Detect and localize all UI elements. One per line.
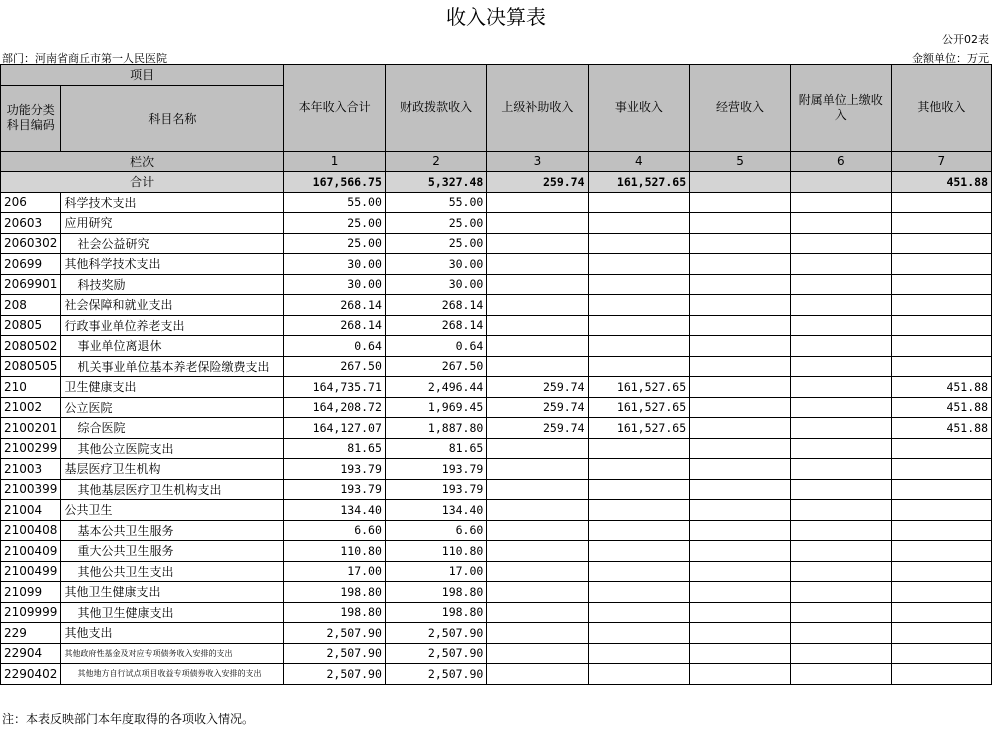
amount-cell: 0.64 [385,336,486,357]
amount-cell: 81.65 [385,438,486,459]
amount-cell: 55.00 [385,192,486,213]
amount-cell: 198.80 [284,582,386,603]
column-number: 1 [284,151,386,172]
amount-cell [690,315,791,336]
column-number-row [1,151,992,172]
amount-cell [487,233,588,254]
total-cell: 167,566.75 [284,172,386,193]
amount-cell [487,561,588,582]
amount-cell [690,336,791,357]
subject-name: 社会保障和就业支出 [61,295,284,316]
amount-cell: 134.40 [385,500,486,521]
subject-code: 2109999 [1,602,61,623]
amount-cell [588,561,690,582]
amount-cell: 25.00 [385,233,486,254]
amount-cell: 2,496.44 [385,377,486,398]
amount-cell [891,254,991,275]
amount-cell [790,459,891,480]
table-row [1,643,992,664]
amount-cell [891,500,991,521]
amount-cell [588,520,690,541]
form-number: 公开02表 [942,33,989,46]
amount-cell [690,520,791,541]
subject-name: 应用研究 [61,213,284,234]
amount-cell: 193.79 [284,479,386,500]
subject-name: 其他科学技术支出 [61,254,284,275]
amount-cell: 268.14 [284,315,386,336]
amount-cell [690,500,791,521]
amount-cell [487,479,588,500]
amount-cell [891,664,991,685]
amount-cell [790,213,891,234]
subject-code: 210 [1,377,61,398]
amount-cell: 110.80 [385,541,486,562]
amount-cell: 134.40 [284,500,386,521]
amount-cell [690,397,791,418]
amount-cell: 2,507.90 [284,623,386,644]
amount-cell [891,438,991,459]
subject-code: 2069901 [1,274,61,295]
amount-cell [891,520,991,541]
amount-cell [487,356,588,377]
total-cell: 259.74 [487,172,588,193]
amount-cell [690,582,791,603]
col-header-1: 本年收入合计 [284,65,386,152]
amount-cell: 267.50 [385,356,486,377]
table-row [1,397,992,418]
amount-cell: 30.00 [284,274,386,295]
amount-cell [790,315,891,336]
table-row [1,602,992,623]
subject-code: 21099 [1,582,61,603]
subject-name: 科学技术支出 [61,192,284,213]
col-header-5: 经营收入 [690,65,791,152]
amount-cell [790,500,891,521]
amount-cell [790,623,891,644]
amount-cell [891,192,991,213]
amount-cell [588,602,690,623]
subject-name: 其他基层医疗卫生机构支出 [61,479,284,500]
amount-cell: 0.64 [284,336,386,357]
amount-cell [487,541,588,562]
amount-cell: 259.74 [487,397,588,418]
amount-cell [891,623,991,644]
amount-cell [891,602,991,623]
amount-cell [588,295,690,316]
table-row [1,561,992,582]
amount-cell: 451.88 [891,418,991,439]
table-row [1,274,992,295]
amount-cell [487,213,588,234]
amount-cell: 1,887.80 [385,418,486,439]
subject-code: 2080502 [1,336,61,357]
table-row [1,377,992,398]
amount-cell [690,459,791,480]
subject-name: 公共卫生 [61,500,284,521]
amount-cell [790,479,891,500]
subject-code: 229 [1,623,61,644]
amount-cell: 164,208.72 [284,397,386,418]
amount-cell: 193.79 [284,459,386,480]
amount-cell [790,233,891,254]
amount-cell [588,582,690,603]
amount-cell [891,582,991,603]
amount-cell: 30.00 [284,254,386,275]
amount-cell [487,336,588,357]
subject-code: 2080505 [1,356,61,377]
amount-cell: 193.79 [385,459,486,480]
amount-cell [588,664,690,685]
table-row [1,418,992,439]
subject-name: 重大公共卫生服务 [61,541,284,562]
amount-cell: 30.00 [385,254,486,275]
amount-unit-label: 金额单位：万元 [912,52,989,65]
amount-cell [588,643,690,664]
subject-code: 20805 [1,315,61,336]
table-row [1,315,992,336]
amount-cell [690,356,791,377]
subject-code: 21004 [1,500,61,521]
amount-cell [790,582,891,603]
subject-code: 206 [1,192,61,213]
amount-cell: 268.14 [385,315,486,336]
amount-cell [588,623,690,644]
amount-cell [588,479,690,500]
subject-code: 2100409 [1,541,61,562]
amount-cell: 55.00 [284,192,386,213]
amount-cell [487,459,588,480]
amount-cell [588,459,690,480]
amount-cell [690,295,791,316]
subject-name: 科技奖励 [61,274,284,295]
table-row [1,295,992,316]
table-row [1,623,992,644]
table-row [1,520,992,541]
amount-cell [690,213,791,234]
amount-cell [487,643,588,664]
total-cell: 161,527.65 [588,172,690,193]
table-row [1,664,992,685]
subject-name: 公立医院 [61,397,284,418]
amount-cell [588,315,690,336]
table-row [1,336,992,357]
amount-cell [487,500,588,521]
subject-name: 社会公益研究 [61,233,284,254]
amount-cell [690,479,791,500]
amount-cell [891,356,991,377]
amount-cell [790,356,891,377]
header-row-1 [1,65,992,86]
amount-cell [790,418,891,439]
amount-cell [588,192,690,213]
amount-cell [891,643,991,664]
col-header-4: 事业收入 [588,65,690,152]
column-number: 7 [891,151,991,172]
subject-code: 2100399 [1,479,61,500]
amount-cell [487,295,588,316]
amount-cell: 6.60 [385,520,486,541]
amount-cell [891,233,991,254]
amount-cell [790,192,891,213]
amount-cell: 25.00 [284,213,386,234]
subject-name: 其他卫生健康支出 [61,602,284,623]
amount-cell: 451.88 [891,377,991,398]
item-header: 项目 [1,65,284,86]
code-header: 功能分类科目编码 [1,85,61,151]
column-number: 4 [588,151,690,172]
subject-code: 21002 [1,397,61,418]
subject-name: 其他支出 [61,623,284,644]
table-row [1,192,992,213]
subject-name: 其他公共卫生支出 [61,561,284,582]
amount-cell [487,274,588,295]
amount-cell [487,315,588,336]
amount-cell: 2,507.90 [385,623,486,644]
amount-cell [588,356,690,377]
col-header-7: 其他收入 [891,65,991,152]
amount-cell: 1,969.45 [385,397,486,418]
amount-cell [690,274,791,295]
amount-cell [487,254,588,275]
amount-cell [588,233,690,254]
amount-cell [690,561,791,582]
amount-cell: 25.00 [284,233,386,254]
subject-code: 20699 [1,254,61,275]
amount-cell [487,192,588,213]
name-header: 科目名称 [61,85,284,151]
subject-code: 2290402 [1,664,61,685]
subject-code: 21003 [1,459,61,480]
amount-cell [891,315,991,336]
subject-name: 卫生健康支出 [61,377,284,398]
amount-cell [690,643,791,664]
amount-cell: 30.00 [385,274,486,295]
amount-cell: 259.74 [487,377,588,398]
amount-cell: 2,507.90 [284,664,386,685]
amount-cell [891,479,991,500]
amount-cell: 268.14 [284,295,386,316]
amount-cell [588,541,690,562]
amount-cell: 2,507.90 [385,664,486,685]
amount-cell [891,295,991,316]
amount-cell [690,623,791,644]
table-row [1,459,992,480]
col-header-6: 附属单位上缴收入 [790,65,891,152]
amount-cell [690,418,791,439]
amount-cell [588,254,690,275]
department-label: 部门：河南省商丘市第一人民医院 [2,52,167,65]
amount-cell [690,602,791,623]
total-cell: 451.88 [891,172,991,193]
subject-name: 其他公立医院支出 [61,438,284,459]
amount-cell [588,274,690,295]
subject-code: 2100201 [1,418,61,439]
amount-cell: 259.74 [487,418,588,439]
amount-cell: 198.80 [385,602,486,623]
subject-code: 2100408 [1,520,61,541]
amount-cell: 268.14 [385,295,486,316]
total-cell [690,172,791,193]
subject-name: 基层医疗卫生机构 [61,459,284,480]
amount-cell [790,397,891,418]
amount-cell: 17.00 [284,561,386,582]
amount-cell [790,664,891,685]
amount-cell: 2,507.90 [385,643,486,664]
subject-name: 行政事业单位养老支出 [61,315,284,336]
subject-name: 其他卫生健康支出 [61,582,284,603]
amount-cell [690,377,791,398]
table-row [1,254,992,275]
amount-cell [790,254,891,275]
amount-cell [891,213,991,234]
amount-cell [790,541,891,562]
amount-cell: 164,735.71 [284,377,386,398]
amount-cell: 161,527.65 [588,397,690,418]
column-number: 2 [385,151,486,172]
amount-cell [790,438,891,459]
table-row [1,541,992,562]
amount-cell: 25.00 [385,213,486,234]
amount-cell [588,438,690,459]
amount-cell [790,274,891,295]
amount-cell [588,213,690,234]
subject-name: 机关事业单位基本养老保险缴费支出 [61,356,284,377]
subject-code: 2060302 [1,233,61,254]
amount-cell: 17.00 [385,561,486,582]
footnote: 注：本表反映部门本年度取得的各项收入情况。 [2,712,255,726]
column-number: 5 [690,151,791,172]
amount-cell [588,500,690,521]
subject-name: 其他地方自行试点项目收益专项债券收入安排的支出 [61,664,284,685]
amount-cell [891,561,991,582]
subject-code: 22904 [1,643,61,664]
amount-cell: 81.65 [284,438,386,459]
amount-cell [690,541,791,562]
amount-cell [891,336,991,357]
amount-cell: 6.60 [284,520,386,541]
table-row [1,438,992,459]
subject-name: 事业单位离退休 [61,336,284,357]
table-row [1,479,992,500]
income-final-accounts-table [0,64,992,685]
amount-cell [487,664,588,685]
report-title: 收入决算表 [446,5,546,29]
subject-code: 208 [1,295,61,316]
subject-code: 20603 [1,213,61,234]
amount-cell [790,561,891,582]
amount-cell [790,377,891,398]
amount-cell [487,623,588,644]
amount-cell: 198.80 [385,582,486,603]
amount-cell: 451.88 [891,397,991,418]
amount-cell: 198.80 [284,602,386,623]
amount-cell [487,582,588,603]
amount-cell [690,254,791,275]
total-cell [790,172,891,193]
total-cell: 5,327.48 [385,172,486,193]
amount-cell [690,664,791,685]
subject-code: 2100499 [1,561,61,582]
amount-cell [891,541,991,562]
table-row [1,213,992,234]
amount-cell: 110.80 [284,541,386,562]
amount-cell [588,336,690,357]
amount-cell [487,438,588,459]
amount-cell [487,602,588,623]
amount-cell [790,602,891,623]
col-header-2: 财政拨款收入 [385,65,486,152]
amount-cell [690,438,791,459]
amount-cell [790,295,891,316]
subject-code: 2100299 [1,438,61,459]
total-label: 合计 [1,172,284,193]
amount-cell [891,459,991,480]
amount-cell: 161,527.65 [588,418,690,439]
subject-name: 其他政府性基金及对应专项债务收入安排的支出 [61,643,284,664]
amount-cell [487,520,588,541]
subject-name: 综合医院 [61,418,284,439]
table-row [1,233,992,254]
amount-cell: 164,127.07 [284,418,386,439]
col-header-3: 上级补助收入 [487,65,588,152]
amount-cell [690,233,791,254]
amount-cell [790,336,891,357]
subject-name: 基本公共卫生服务 [61,520,284,541]
amount-cell: 267.50 [284,356,386,377]
amount-cell: 193.79 [385,479,486,500]
amount-cell [690,192,791,213]
amount-cell [891,274,991,295]
table-row [1,582,992,603]
total-row [1,172,992,193]
column-number: 3 [487,151,588,172]
amount-cell [790,520,891,541]
table-row [1,356,992,377]
table-row [1,500,992,521]
column-number: 6 [790,151,891,172]
column-number-label: 栏次 [1,151,284,172]
amount-cell: 161,527.65 [588,377,690,398]
amount-cell: 2,507.90 [284,643,386,664]
amount-cell [790,643,891,664]
